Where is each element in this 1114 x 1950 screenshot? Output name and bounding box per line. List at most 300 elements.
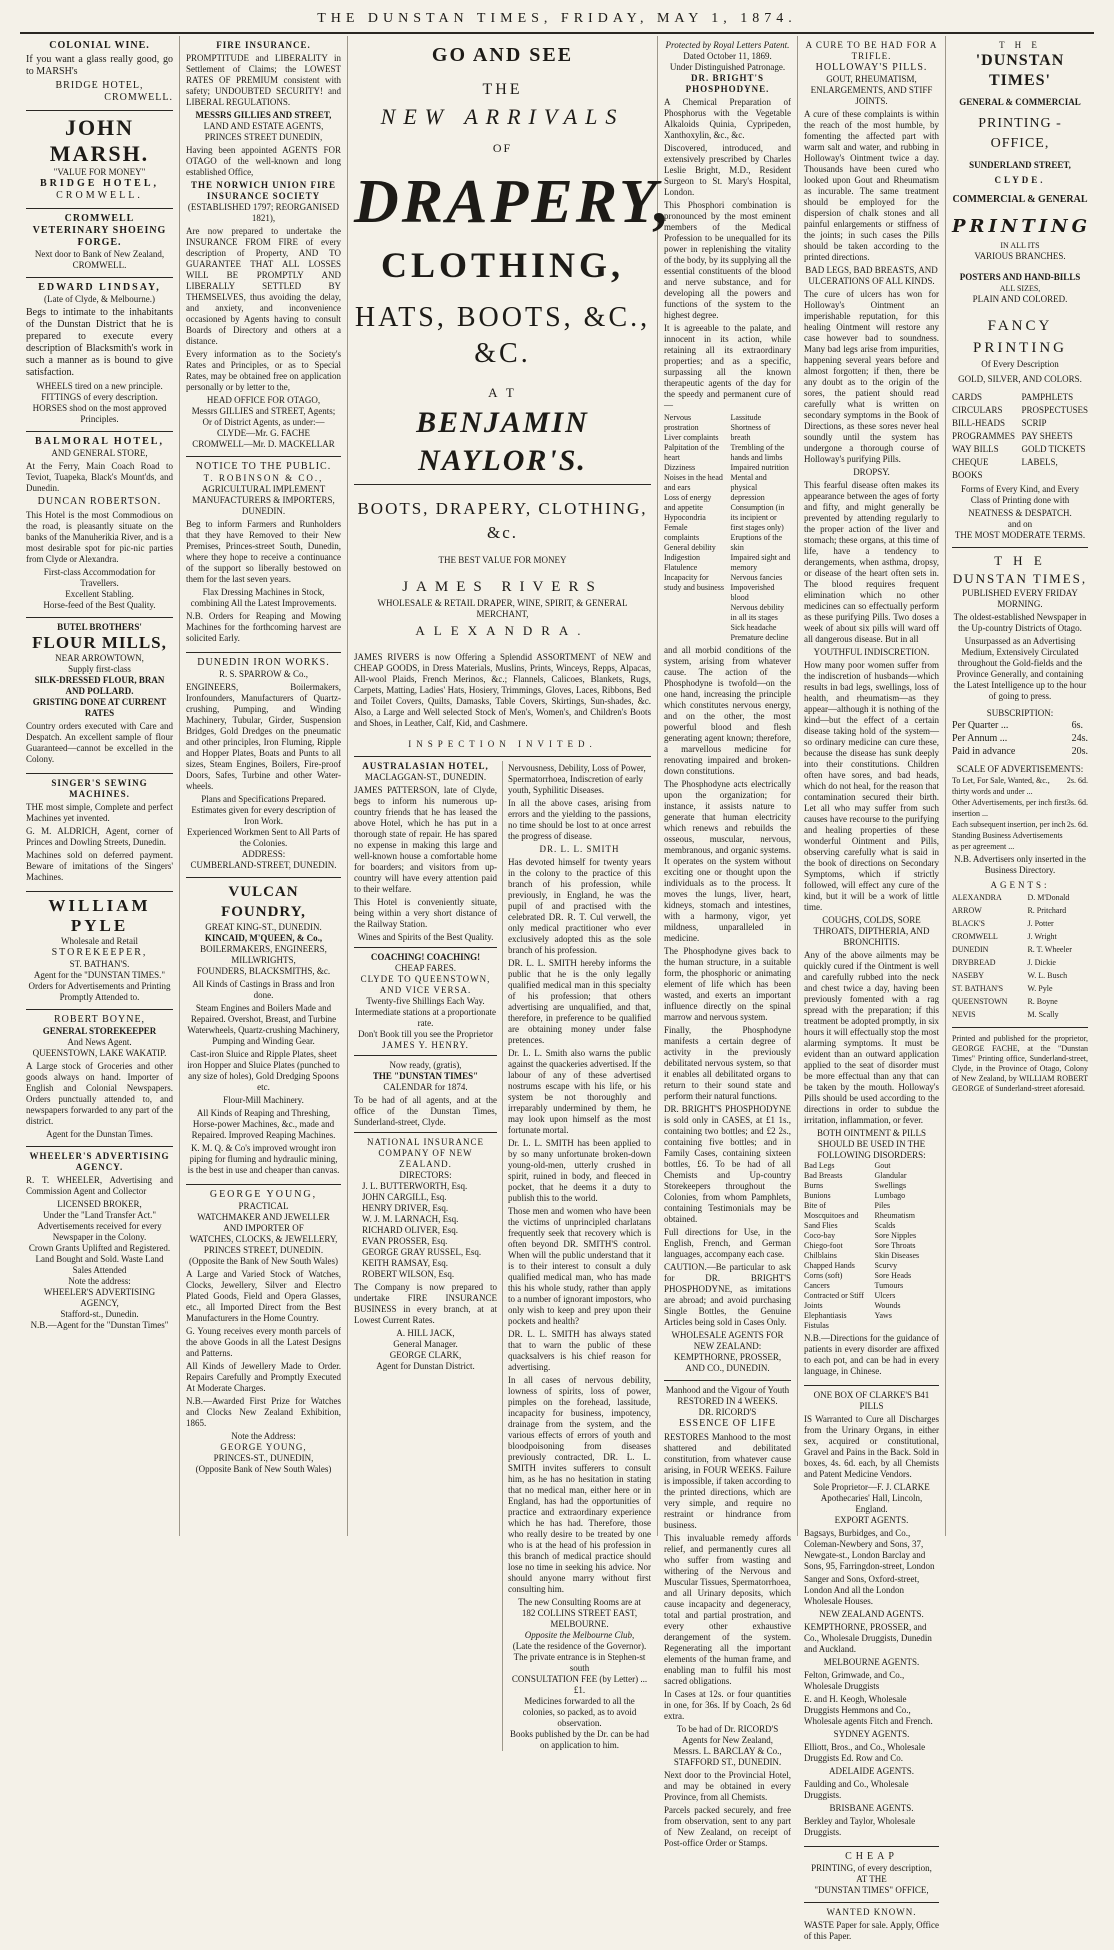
ad-line: Stafford-st., Dunedin.	[60, 1309, 139, 1319]
list-item: Fistulas	[804, 1321, 829, 1330]
ad-line: JAMES Y. HENRY.	[382, 1040, 469, 1050]
ad-body: G. M. ALDRICH, Agent, corner of Princes and Dowling Streets, Dunedin.	[26, 826, 173, 847]
print-items-right	[1021, 391, 1088, 482]
ad-body: It is agreeable to the palate, and innocent in its action, while retaining all its extraordinary properties; and as a specific, surpassing all the known therapeutic agents of the day for the speedy and permanent cure of—	[664, 323, 791, 410]
ad-heading: DR. BRIGHT'S PHOSPHODYNE.	[685, 73, 770, 94]
table-cell: R. Boyne	[1027, 997, 1058, 1006]
ad-body: Parcels packed securely, and free from observation, sent to any part of New Zealand, on receipt of Post-office Order or Stamps.	[664, 1805, 791, 1848]
list-item: Sick headache	[730, 623, 777, 632]
list-item: Sore Throats	[874, 1241, 916, 1250]
ad-line: Medicines forwarded to all the colonies, so packed, as to avoid observation.	[522, 1696, 637, 1728]
ad-line: A. HILL JACK,	[396, 1328, 455, 1338]
ad-line: Note the Address:	[231, 1431, 296, 1441]
column-2	[180, 36, 348, 1536]
ad-body: WASTE Paper for sale. Apply, Office of this Paper.	[804, 1920, 939, 1941]
list-item: Cancers	[804, 1281, 830, 1290]
table-cell: ALEXANDRA	[952, 893, 1002, 902]
ad-line: PRINCES-ST., DUNEDIN,	[213, 1453, 314, 1463]
list-item: EVAN PROSSER, Esq.	[362, 1236, 448, 1246]
ad-body: Country orders executed with Care and Despatch. An excellent sample of flour Guaranteed—cannot be excelled in the Colony.	[26, 721, 173, 764]
ad-line: WHEELS tired on a new principle.	[36, 381, 163, 391]
list-item: Impoverished blood	[730, 583, 775, 602]
ad-line: STAFFORD ST., DUNEDIN.	[673, 1757, 782, 1767]
ad-john-marsh	[26, 111, 173, 209]
ad-subhead: EXPORT AGENTS.	[834, 1515, 909, 1525]
ad-body: Bagsays, Burbidges, and Co., Coleman-Newbery and Sons, 37, Newgate-st., London Barclay and Sons, 95, Farringdon-street, London	[804, 1528, 935, 1571]
ad-line: Don't Book till you see the Proprietor	[357, 1029, 494, 1039]
ad-body: Those men and women who have been the victims of unprincipled charlatans frequently seek that recovery which is often beyond DR. SMITH'S control. When will the public understand that it is to their interest to consult a duly qualified medical man, who has made this his whole study, rather than apply to a number of ignorant impostors, who only wish to keep and prey upon their pockets and health?	[508, 1206, 651, 1326]
list-item: Lassitude	[730, 413, 762, 422]
ad-town: ALEXANDRA.	[415, 623, 590, 638]
ad-balmoral-hotel	[26, 432, 173, 618]
list-item: Contracted or Stiff Joints	[804, 1291, 864, 1310]
ad-origin: (Late of Clyde, & Melbourne.)	[44, 294, 155, 304]
ad-line: ALL SIZES,	[999, 284, 1041, 293]
ad-subhead: ADELAIDE AGENTS.	[829, 1766, 914, 1776]
ad-sub: And News Agent.	[67, 1037, 132, 1047]
list-item: Incapacity for study and business	[664, 573, 724, 592]
ad-arrivals: NEW ARRIVALS	[380, 104, 625, 129]
ad-street: GREAT KING-ST., DUNEDIN.	[205, 922, 322, 932]
ad-body: A cure of these complaints is within the reach of the most humble, by fomenting the affected part with warm salt and water, and rubbing in Holloway's Ointment twice a day. Thousands have been cured who looked upon Gout and Rheumatism as incurable. The same treatment should be employed for the dispersion of chalk stones and all painful enlargements or stiffness of the joints; in such cases the Pills should be taken according to the printed directions.	[804, 109, 939, 262]
ad-heading: DR. L. L. SMITH	[539, 844, 620, 854]
column-3-right	[503, 761, 651, 1751]
ad-body: Having been appointed AGENTS FOR OTAGO of the well-known and long established Office,	[186, 145, 341, 177]
ad-body: RESTORES Manhood to the most shattered and debilitated constitution, from whatever cause arising, in FOUR WEEKS. Failure is impossible, if taken according to the printed directions, which are very simple, and require no restraint or hindrance from business.	[664, 1432, 791, 1530]
ad-line: VARIOUS BRANCHES.	[974, 251, 1066, 261]
ad-singer-machines	[26, 774, 173, 892]
list-item: Indigestion	[664, 553, 700, 562]
table-cell: W. L. Busch	[1027, 971, 1068, 980]
ad-body: Nervousness, Debility, Loss of Power, Spermatorrhoea, Indiscretion of early youth, Syphilitic Diseases.	[508, 763, 646, 795]
ad-subhead: YOUTHFUL INDISCRETION.	[813, 647, 930, 657]
ad-line: Excellent Stabling.	[65, 589, 134, 599]
ad-subhead: NEW ZEALAND AGENTS.	[819, 1609, 924, 1619]
subscription-table	[952, 719, 1088, 758]
ad-body: Forms of Every Kind, and Every Class of Printing done with	[961, 484, 1079, 505]
ad-body: Machines sold on deferred payment. Beware of imitations of the Singers' Machines.	[26, 850, 173, 882]
ad-line: CONSULTATION FEE (by Letter) ... £1.	[511, 1674, 648, 1695]
ad-body: How many poor women suffer from the indiscretion of husbands—which results in bad legs, swellings, loss of health, and rheumatism—as they appear—although it is nothing of the kind—but the effect of a certain disease taking hold of the system—so ordinary medicine can cure these, because the disease has sunk deeply into their constitutions. Children often have sores, and bad heads, which do not heal, for the reason that contamination secured their birth. Let all who may suffer from such causes have recourse to the purifying and healing properties of these wonderful Ointment and Pills, observing carefully what is said in the book of directions on Secondary Symptoms, which if strictly followed, will effect any cure of the kind, but it will be a work of little time.	[804, 660, 939, 912]
ad-new-arrivals	[354, 36, 673, 485]
list-item: Mental and physical depression	[730, 473, 767, 502]
ad-line: WATCHES, CLOCKS, & JEWELLERY,	[189, 1234, 338, 1244]
ad-line: N.B.—Agent for the "Dunstan Times"	[30, 1320, 169, 1330]
ad-line: DR. RICORD'S	[698, 1407, 757, 1417]
ad-line: Messrs. L. BARCLAY & Co.,	[673, 1746, 782, 1756]
list-item: GEORGE GRAY RUSSEL, Esq.	[362, 1247, 482, 1257]
table-cell: QUEENSTOWN	[952, 997, 1008, 1006]
ad-trade: BOILERMAKERS, ENGINEERS, MILLWRIGHTS,	[200, 944, 327, 965]
list-item: Shortness of breath	[730, 423, 771, 442]
ad-line: HEAD OFFICE FOR OTAGO,	[206, 395, 321, 405]
ailments-left	[664, 413, 725, 643]
ad-line: GEORGE CLARK,	[389, 1350, 462, 1360]
ad-line: KEMPTHORNE, PROSSER, AND CO., DUNEDIN.	[673, 1352, 782, 1373]
ad-body: The cure of ulcers has won for Holloway's Ointment an imperishable reputation, for this healing Ointment will restore any case however bad to soundness. Many bad legs arise from impurities, happening several years before and almost forgotten; if then, there be any doubt as to the origin of the sores, the patient should read carefully what is written on secondary symptoms in the Book of Directions, as these sores never heal soundly until the system has undergone a thorough course of Holloway's purifying Pills.	[804, 289, 939, 464]
ad-line: Agent for the "DUNSTAN TIMES."	[33, 970, 166, 980]
table-cell: J. Wright	[1027, 932, 1057, 941]
ad-body: IS Warranted to Cure all Discharges from the Urinary Organs, in either sex, acquired or constitutional, Gravel and Pains in the Back. Sold in boxes, 4s. 6d. each, by all Chemists and Patent Medicine Vendors.	[804, 1414, 939, 1479]
list-item: W. J. M. LARNACH, Esq.	[362, 1214, 459, 1224]
ad-society: THE NORWICH UNION FIRE INSURANCE SOCIETY	[191, 180, 336, 201]
ad-line: Orders for Advertisements and Printing Promptly Attended to.	[28, 981, 171, 1002]
ad-firm: T. ROBINSON & CO.,	[203, 473, 324, 483]
ad-cheap-printing	[804, 1847, 939, 1903]
ad-line: Under the "Land Transfer Act."	[42, 1210, 157, 1220]
ad-line: First-class Accommodation for Travellers.	[43, 567, 156, 588]
ad-route: CLYDE TO QUEENSTOWN, AND VICE VERSA.	[360, 974, 491, 995]
ad-body: Dr. L. L. Smith also warns the public against the quackeries advertised. If the labour of any of these advertised nostrums escape with his life, or his system be not thoroughly and irreparably undermined by them, he may look upon himself as the most fortunate mortal.	[508, 1048, 651, 1135]
ad-line: LICENSED BROKER,	[57, 1199, 142, 1209]
ad-heading: GEORGE YOUNG,	[209, 1189, 318, 1200]
ad-body: Flax Dressing Machines in Stock, combining All the Latest Improvements.	[190, 587, 337, 608]
ad-ricord-essence	[664, 1381, 791, 1857]
ad-line: To be had of Dr. RICORD'S Agents for New Zealand,	[676, 1724, 779, 1745]
ad-line: Flour-Mill Machinery.	[223, 1095, 304, 1105]
ad-established: (ESTABLISHED 1797; REORGANISED 1821),	[187, 202, 340, 223]
table-cell: Paid in advance	[952, 746, 1016, 757]
list-item: Bad Breasts	[804, 1171, 843, 1180]
table-cell: DRYBREAD	[952, 958, 996, 967]
ad-line: and on	[1007, 519, 1033, 529]
list-item: Wounds	[874, 1301, 901, 1310]
ad-trade: STOREKEEPER,	[51, 947, 148, 958]
table-row	[952, 891, 1088, 904]
ad-heading: SINGER'S SEWING MACHINES.	[51, 778, 148, 799]
director-list	[354, 1181, 497, 1280]
list-item: Nervous prostration	[664, 413, 699, 432]
ad-line: Estimates given for every description of Iron Work.	[191, 805, 336, 826]
disorders-left	[804, 1161, 869, 1331]
print-items-left	[952, 391, 1015, 482]
ad-value: THE BEST VALUE FOR MONEY	[438, 555, 567, 565]
imprint-text: Printed and published for the proprietor, GEORGE FACHE, at the "Dunstan Times" Printing office, Sunderland-street, Clyde, in the Province of Otago, Colony of New Zealand, by WILLIAM ROBERT GEORGE of Sunderland-street aforesaid.	[952, 1034, 1088, 1093]
list-item: Hypocondria	[664, 513, 706, 522]
ad-heading: BALMORAL HOTEL,	[35, 436, 164, 447]
ad-line: FANCY PRINTING	[973, 318, 1067, 356]
ad-line: NEATNESS & DESPATCH.	[968, 508, 1072, 518]
table-cell: NEVIS	[952, 1010, 976, 1019]
ad-subhead: SUBSCRIPTION:	[986, 708, 1054, 718]
ad-body: Unsurpassed as an Advertising Medium, Extensively Circulated throughout the Gold-fields and the Province Generally, and containing the Latest Intelligence up to the hour of going to press.	[953, 636, 1087, 701]
ad-body: and all morbid conditions of the system, arising from whatever cause. The action of the Phosphodyne is twofold—on the one hand, increasing the principle which constitutes nervous energy, and on the other, the most powerful blood and flesh generating agent known; therefore, a marvellous medicine for renovating impaired and broken-down constitutions.	[664, 645, 791, 776]
ad-phosphodyne	[664, 36, 791, 1381]
ad-body: JAMES PATTERSON, late of Clyde, begs to inform his numerous up-country friends that he has leased the above Hotel, which he has put in a thorough state of repair. He has spared no expense in making this large and well-known house a comfortable home for boarders; and visitors from up-country will have every attention paid to their welfare.	[354, 785, 497, 894]
ad-line: WHOLESALE AGENTS FOR NEW ZEALAND:	[671, 1330, 784, 1351]
ad-line: PUBLISHED EVERY FRIDAY MORNING.	[962, 588, 1078, 609]
ad-printing-office	[952, 36, 1092, 548]
ad-place: CROMWELL.	[104, 92, 173, 103]
ad-the: T H E	[994, 553, 1046, 568]
ad-trade: AGRICULTURAL IMPLEMENT MANUFACTURERS & IMPORTERS,	[192, 484, 335, 505]
ad-hats-boots: HATS, BOOTS, &C., &C.	[354, 302, 651, 369]
ad-subhead: BOTH OINTMENT & PILLS SHOULD BE USED IN THE FOLLOWING DISORDERS:	[816, 1128, 927, 1160]
ad-line: Plans and Specifications Prepared.	[201, 794, 326, 804]
column-6	[946, 36, 1094, 1536]
ad-clothing: CLOTHING,	[380, 245, 625, 285]
ad-body: All Kinds of Reaping and Threshing, Horse-power Machines, &c., made and Repaired. Improved Reaping Machines.	[191, 1108, 336, 1140]
table-cell: J. Potter	[1027, 919, 1054, 928]
ad-body: Dr. L. L. SMITH has been applied to by so many unfortunate broken-down young-old-men, utterly crushed in spirit, ruined in body, and fleeced in pocket, that he deems it a duty to publish this to the world.	[508, 1138, 651, 1203]
ad-body: A Large and Varied Stock of Watches, Clocks, Jewellery, Silver and Electro Plated Goods, Field and Opera Glasses, etc., all Imported Direct from the Best Manufacturers in the Home Country.	[186, 1269, 341, 1323]
ad-line: The new Consulting Rooms are at	[518, 1597, 641, 1607]
ad-body: Next door to the Provincial Hotel, and may be obtained in every Province, from all Chemists.	[664, 1770, 791, 1802]
table-cell: R. T. Wheeler	[1027, 945, 1072, 954]
list-item: CARDS	[952, 392, 983, 402]
ad-veterinary-forge	[26, 209, 173, 278]
ad-venue: BRIDGE HOTEL,	[55, 80, 144, 91]
ad-heading: VULCAN FOUNDRY,	[221, 884, 306, 920]
table-row	[952, 1008, 1088, 1021]
ad-edward-lindsay	[26, 278, 173, 432]
ad-body: JAMES RIVERS is now Offering a Splendid ASSORTMENT of NEW and CHEAP GOODS, in Dress Materials, Muslins, Prints, Winceys, Repps, Alpacas, All-wool Plaids, French Merinos, &c.; Flannels, Calicoes, Blankets, Rugs, Carpets, Matting, Ladies' Hats, Hosiery, Trimmings, Gloves, Laces, Ribbons, Bed and Toilet Covers, Quilts, Damasks, Table Covers, Skirtings, Sun-shades, &c. Also, a Large and Well selected Stock of Men's, Women's, and Children's Boots and Shoes, in Leather, Calf, Kid, and Cashmere.	[354, 652, 651, 728]
ad-heading: A CURE TO BE HAD FOR A TRIFLE.	[805, 40, 938, 61]
ad-firm: KINCAID, M'QUEEN, & Co.,	[204, 933, 323, 943]
list-item: PAY SHEETS	[1021, 431, 1073, 441]
ailments-right	[731, 413, 792, 643]
ad-place: ST. BATHAN'S.	[69, 959, 130, 969]
agents-table	[952, 891, 1088, 1021]
ad-clarke-pills	[804, 1386, 939, 1847]
ad-drapery: DRAPERY,	[354, 168, 673, 236]
ad-subhead: BRISBANE AGENTS.	[829, 1803, 914, 1813]
ad-protected: Protected by Royal Letters Patent.	[665, 40, 790, 50]
table-cell: BLACK'S	[952, 919, 986, 928]
ad-line: Horse-feed of the Best Quality.	[43, 600, 156, 610]
ad-line: CLYDE.	[994, 175, 1046, 185]
list-item: CIRCULARS	[952, 405, 1003, 415]
ad-the: THE	[482, 81, 523, 98]
ad-sub: Next door to Bank of New Zealand, CROMWELL.	[34, 249, 165, 270]
ad-line: SILK-DRESSED FLOUR, BRAN AND POLLARD.	[34, 675, 165, 696]
ad-body: A Large stock of Groceries and other goods always on hand. Importer of English and Colonial Newspapers. Orders punctually attended to, and newspapers forwarded to any part of the district.	[26, 1061, 173, 1126]
scale-table	[952, 775, 1088, 852]
list-item: J. L. BUTTERWORTH, Esq.	[362, 1181, 468, 1191]
ad-line: Wines and Spirits of the Best Quality.	[357, 932, 494, 942]
list-item: RICHARD OLIVER, Esq.	[362, 1225, 458, 1235]
ad-body: Cast-iron Sluice and Ripple Plates, sheet iron Hopper and Sluice Plates (punched to any size of holes), Gold Dredging Spoons etc.	[187, 1049, 340, 1092]
list-item: SCRIP	[1021, 418, 1047, 428]
ad-body: A Chemical Preparation of Phosphorus with the Vegetable Alkaloids Quinia, Cypripeden, Xanthoxylin, &c., &c.	[664, 97, 791, 140]
column-3-split	[354, 761, 651, 1751]
ad-trade: FOUNDERS, BLACKSMITHS, &c.	[196, 966, 331, 976]
ad-body: Faulding and Co., Wholesale Druggists.	[804, 1779, 909, 1800]
ad-line: COMMERCIAL & GENERAL	[952, 194, 1088, 205]
table-cell: Other Advertisements, per inch first insertion ...	[952, 798, 1067, 818]
ad-wanted-known	[804, 1903, 939, 1950]
list-item: Coco-bay	[804, 1231, 836, 1240]
columns	[20, 36, 1094, 1941]
ad-dunstan-times	[952, 548, 1088, 1028]
ad-dunedin-iron-works	[186, 653, 341, 878]
ad-heading: THE "DUNSTAN TIMES"	[372, 1071, 479, 1081]
list-item: Female complaints	[664, 523, 700, 542]
ad-subhead: COUGHS, COLDS, SORE THROATS, DIPTHERIA, AND BRONCHITIS.	[813, 915, 930, 947]
ad-body: This Phosphori combination is pronounced by the most eminent members of the Medical Profession to be unequalled for its power in replenishing the vitality of the body, by its supplying all the essential constituents of the blood and nerve substance, and for developing all the powers and functions of the system to the highest degree.	[664, 200, 791, 320]
column-3	[348, 36, 673, 1750]
ad-body: Begs to intimate to the inhabitants of the Dunstan District that he is prepared to execute every description of Blacksmith's work in such a manner as is bound to give satisfaction.	[26, 307, 173, 378]
table-cell: 6s.	[1071, 720, 1083, 731]
table-cell: 2s. 6d.	[1066, 820, 1088, 829]
ad-at: A T	[488, 385, 517, 400]
table-cell: ST. BATHAN'S	[952, 984, 1004, 993]
ad-line: RESTORED IN 4 WEEKS.	[677, 1396, 778, 1406]
list-item: Dizziness	[664, 463, 696, 472]
ad-sub: Wholesale and Retail	[61, 936, 138, 946]
list-item: WAY BILLS	[952, 444, 999, 454]
list-item: Sore Nipples	[874, 1231, 917, 1240]
ad-body: In Cases at 12s. or four quantities in one, for 36s. If by Coach, 2s 6d extra.	[664, 1689, 791, 1721]
ad-line: Advertisements received for every Newspaper in the Colony.	[37, 1221, 162, 1242]
ad-vulcan-foundry	[186, 878, 341, 1185]
ad-heading: WHEELER'S ADVERTISING AGENCY.	[29, 1151, 170, 1172]
ad-line: Apothecaries' Hall, Lincoln, England.	[820, 1493, 923, 1514]
list-item: Lumbago	[874, 1191, 906, 1200]
ad-tagline: "VALUE FOR MONEY"	[53, 167, 146, 177]
table-cell: Each subsequent insertion, per inch	[952, 820, 1066, 829]
table-cell: W. Pyle	[1027, 984, 1053, 993]
list-item: Noises in the head and ears	[664, 473, 723, 492]
ad-george-young	[186, 1185, 341, 1481]
ad-line: Now ready, (gratis),	[389, 1060, 462, 1070]
table-cell: 3s. 6d.	[1066, 798, 1088, 807]
ad-line: CALENDAR for 1874.	[383, 1082, 468, 1092]
ad-line: CUMBERLAND-STREET, DUNEDIN.	[190, 860, 337, 870]
list-item: Nervous debility in all its stages	[730, 603, 785, 622]
column-4	[658, 36, 798, 1848]
ad-body: KEMPTHORNE, PROSSER, and Co., Wholesale Druggists, Dunedin and Auckland.	[804, 1622, 932, 1654]
ad-body: Sanger and Sons, Oxford-street, London And all the London Wholesale Houses.	[804, 1574, 920, 1606]
table-cell: R. Pritchard	[1027, 906, 1067, 915]
ad-line: CHEAP FARES.	[394, 963, 456, 973]
ad-hotel: BRIDGE HOTEL,	[39, 178, 160, 189]
table-cell: ARROW	[952, 906, 982, 915]
ad-body: All Kinds of Jewellery Made to Order. Repairs Carefully and Promptly Executed At Moderate Charges.	[186, 1361, 341, 1393]
column-1	[20, 36, 180, 1536]
list-item: Elephantiasis	[804, 1311, 847, 1320]
table-cell: Per Quarter ...	[952, 720, 1009, 731]
ad-line: PRINCES STREET, DUNEDIN.	[203, 1245, 324, 1255]
ad-heading: NATIONAL INSURANCE COMPANY OF NEW ZEALAND.	[367, 1137, 484, 1169]
column-3-left	[354, 761, 503, 1751]
table-cell: M. Scally	[1027, 1010, 1059, 1019]
ad-line: Twenty-five Shillings Each Way.	[366, 996, 485, 1006]
ad-line: Sole Proprietor—F. J. CLARKE	[813, 1482, 930, 1492]
column-5	[798, 36, 946, 1941]
table-row	[952, 904, 1088, 917]
list-item: Scalds	[874, 1221, 896, 1230]
ad-line: PRINTING, of every description,	[811, 1863, 932, 1873]
list-item: PROSPECTUSES	[1021, 405, 1088, 415]
list-item: Nervous fancies	[730, 573, 783, 582]
ad-line: FITTINGS of every description.	[41, 392, 158, 402]
ad-subhead: AGENTS:	[990, 880, 1050, 890]
table-cell: Standing Business Advertisements as per agreement ...	[952, 831, 1063, 851]
table-row	[952, 982, 1088, 995]
ad-line: (Opposite Bank of New South Wales)	[195, 1464, 332, 1474]
ad-line: Note the address:	[68, 1276, 131, 1286]
ad-patronage: Under Distinguished Patronage.	[669, 62, 786, 72]
ad-line: DIRECTORS:	[399, 1170, 452, 1180]
ad-body: Elliott, Bros., and Co., Wholesale Druggists Ed. Row and Co.	[804, 1742, 926, 1763]
list-item: Burns	[804, 1181, 824, 1190]
ad-heading: ESSENCE OF LIFE	[678, 1418, 777, 1429]
ad-line: 182 COLLINS STREET EAST, MELBOURNE.	[521, 1608, 638, 1629]
ad-line: WHEELER'S ADVERTISING AGENCY,	[43, 1287, 156, 1308]
ad-line: PRINTING	[952, 216, 1092, 237]
list-item: Skin Diseases	[874, 1251, 920, 1260]
table-cell: 2s. 6d.	[1066, 776, 1088, 785]
ad-firm: MESSRS GILLIES AND STREET,	[195, 110, 332, 120]
ad-body: THE most simple, Complete and perfect Machines yet invented.	[26, 802, 173, 823]
ad-line: Messrs GILLIES and STREET, Agents; Or of District Agents, as under:—	[191, 406, 336, 427]
ad-body: R. T. WHEELER, Advertising and Commission Agent and Collector	[26, 1175, 173, 1196]
list-item: PAMPHLETS	[1021, 392, 1074, 402]
ad-line: Supply first-class	[68, 664, 131, 674]
ailment-table	[664, 413, 791, 643]
ad-holloway	[804, 36, 939, 1386]
table-cell: To Let, For Sale, Wanted, &c., thirty words and under ...	[952, 776, 1050, 796]
page-masthead: THE DUNSTAN TIMES, FRIDAY, MAY 1, 1874.	[20, 6, 1094, 34]
ad-body: K. M. Q. & Co's improved wrought iron piping for fluming and hydraulic mining, is the best in use and cheaper than canvas.	[187, 1143, 340, 1175]
ad-town: CROMWELL.	[56, 190, 143, 201]
list-item: JOHN CARGILL, Esq.	[362, 1192, 447, 1202]
ad-rivers: JAMES RIVERS	[402, 579, 603, 595]
ad-naylor: BENJAMIN NAYLOR'S.	[416, 406, 589, 477]
ad-heading: AUSTRALASIAN HOTEL,	[362, 761, 489, 771]
ad-heading: JOHN MARSH.	[49, 115, 150, 166]
ad-line: HORSES shod on the most approved Principles.	[32, 403, 167, 424]
ad-heading: CHEAP	[845, 1851, 898, 1862]
ad-robert-boyne	[26, 1010, 173, 1147]
ad-line: "DUNSTAN TIMES" OFFICE,	[814, 1885, 929, 1895]
ad-body: DR. L. L. SMITH hereby informs the public that he is the only legally qualified medical man in this specialty of his profession; that others advertising are unqualified, and that, therefore, in preference to be qualified are obtaining money under false pretences.	[508, 958, 651, 1045]
ad-body: G. Young receives every month parcels of the above Goods in all the Latest Designs and Patterns.	[186, 1326, 341, 1358]
disorders-right	[875, 1161, 940, 1331]
ad-fire-insurance	[186, 36, 341, 457]
list-item: KEITH RAMSAY, Esq.	[362, 1258, 449, 1268]
ad-body: DR. L. L. SMITH has always stated that to warn the public of these quacksalvers is his chief reason for advertising.	[508, 1329, 651, 1372]
list-item: Bad Legs	[804, 1161, 835, 1170]
list-item: Bunions	[804, 1191, 831, 1200]
list-item: Glandular Swellings	[874, 1171, 907, 1190]
ad-body: DR. BRIGHT'S PHOSPHODYNE is sold only in CASES, at £1 1s., containing two bottles; and £2 2s., containing five bottles; and in Family Cases, containing sixteen bottles, £6. To be had of all Chemists and Up-country Storekeepers throughout the Colonies, from whom Pamphlets, containing Testimonials may be obtained.	[664, 1104, 791, 1224]
ad-body: In all cases of nervous debility, lowness of spirits, loss of power, pimples on the forehead, lassitude, incapacity for business, impotency, drainage from the system, and the various effects of errors of youth and bloodpoisoning from diseases previously contracted, DR. L. L. SMITH invites sufferers to consult him, as he has no hesitation in stating that no medical man, either here or in England, has had the opportunities of practice and extraordinary experience which he has had. Therefore, those who really desire to be treated by one who is at the head of his profession in this branch of medical practice should lose no time in seeking his advice. Nor should anyone marry without first consulting him.	[508, 1375, 651, 1594]
ad-heading: DUNSTAN TIMES,	[952, 571, 1088, 586]
ad-line: Books published by the Dr. can be had on application to him.	[510, 1729, 649, 1750]
ad-subhead: DROPSY.	[853, 467, 890, 477]
ad-heading: WILLIAM PYLE	[48, 896, 151, 935]
ad-firm: R. S. SPARROW & Co.,	[218, 669, 309, 679]
ad-sub: PRACTICAL	[238, 1201, 289, 1211]
ad-body: PROMPTITUDE and LIBERALITY in Settlement of Claims; the LOWEST RATES OF PREMIUM consistent with safety; UNDOUBTED SECURITY! and LIBERAL REGULATIONS.	[186, 53, 341, 107]
ad-town: DUNEDIN.	[241, 506, 286, 516]
list-item: Liver complaints	[664, 433, 719, 442]
ad-line: Experienced Workmen Sent to All Parts of the Colonies.	[186, 827, 341, 848]
ad-line: (Opposite the Bank of New South Wales)	[188, 1256, 339, 1266]
list-item: Consumption (in its incipient or first stages only)	[730, 503, 785, 532]
ad-line: Manhood and the Vigour of Youth	[665, 1385, 790, 1395]
ad-subhead: BAD LEGS, BAD BREASTS, AND ULCERATIONS OF ALL KINDS.	[805, 265, 938, 286]
list-item: Eruptions of the skin	[730, 533, 783, 552]
ad-brothers: BUTEL BROTHERS'	[57, 622, 142, 632]
ad-line: ADDRESS:	[241, 849, 286, 859]
ad-body: This fearful disease often makes its appearance between the ages of forty and fifty, and might generally be prevented by attending regularly to the proper action of the liver and stomach; these organs, at this time of life, have a tendency to derangements, when asthma, dropsy, or disease of the heart often sets in. The blood requires frequent elimination which no other medicines can so effectually perform as these purifying Pills. Two doses a week of about six pills will ward off all dangerous disease. But in all	[804, 480, 939, 644]
ad-heading: ROBERT BOYNE,	[53, 1014, 146, 1025]
ad-line: GENERAL & COMMERCIAL	[959, 97, 1081, 107]
ad-heading: ONE BOX OF CLARKE'S B41 PILLS	[813, 1390, 930, 1411]
